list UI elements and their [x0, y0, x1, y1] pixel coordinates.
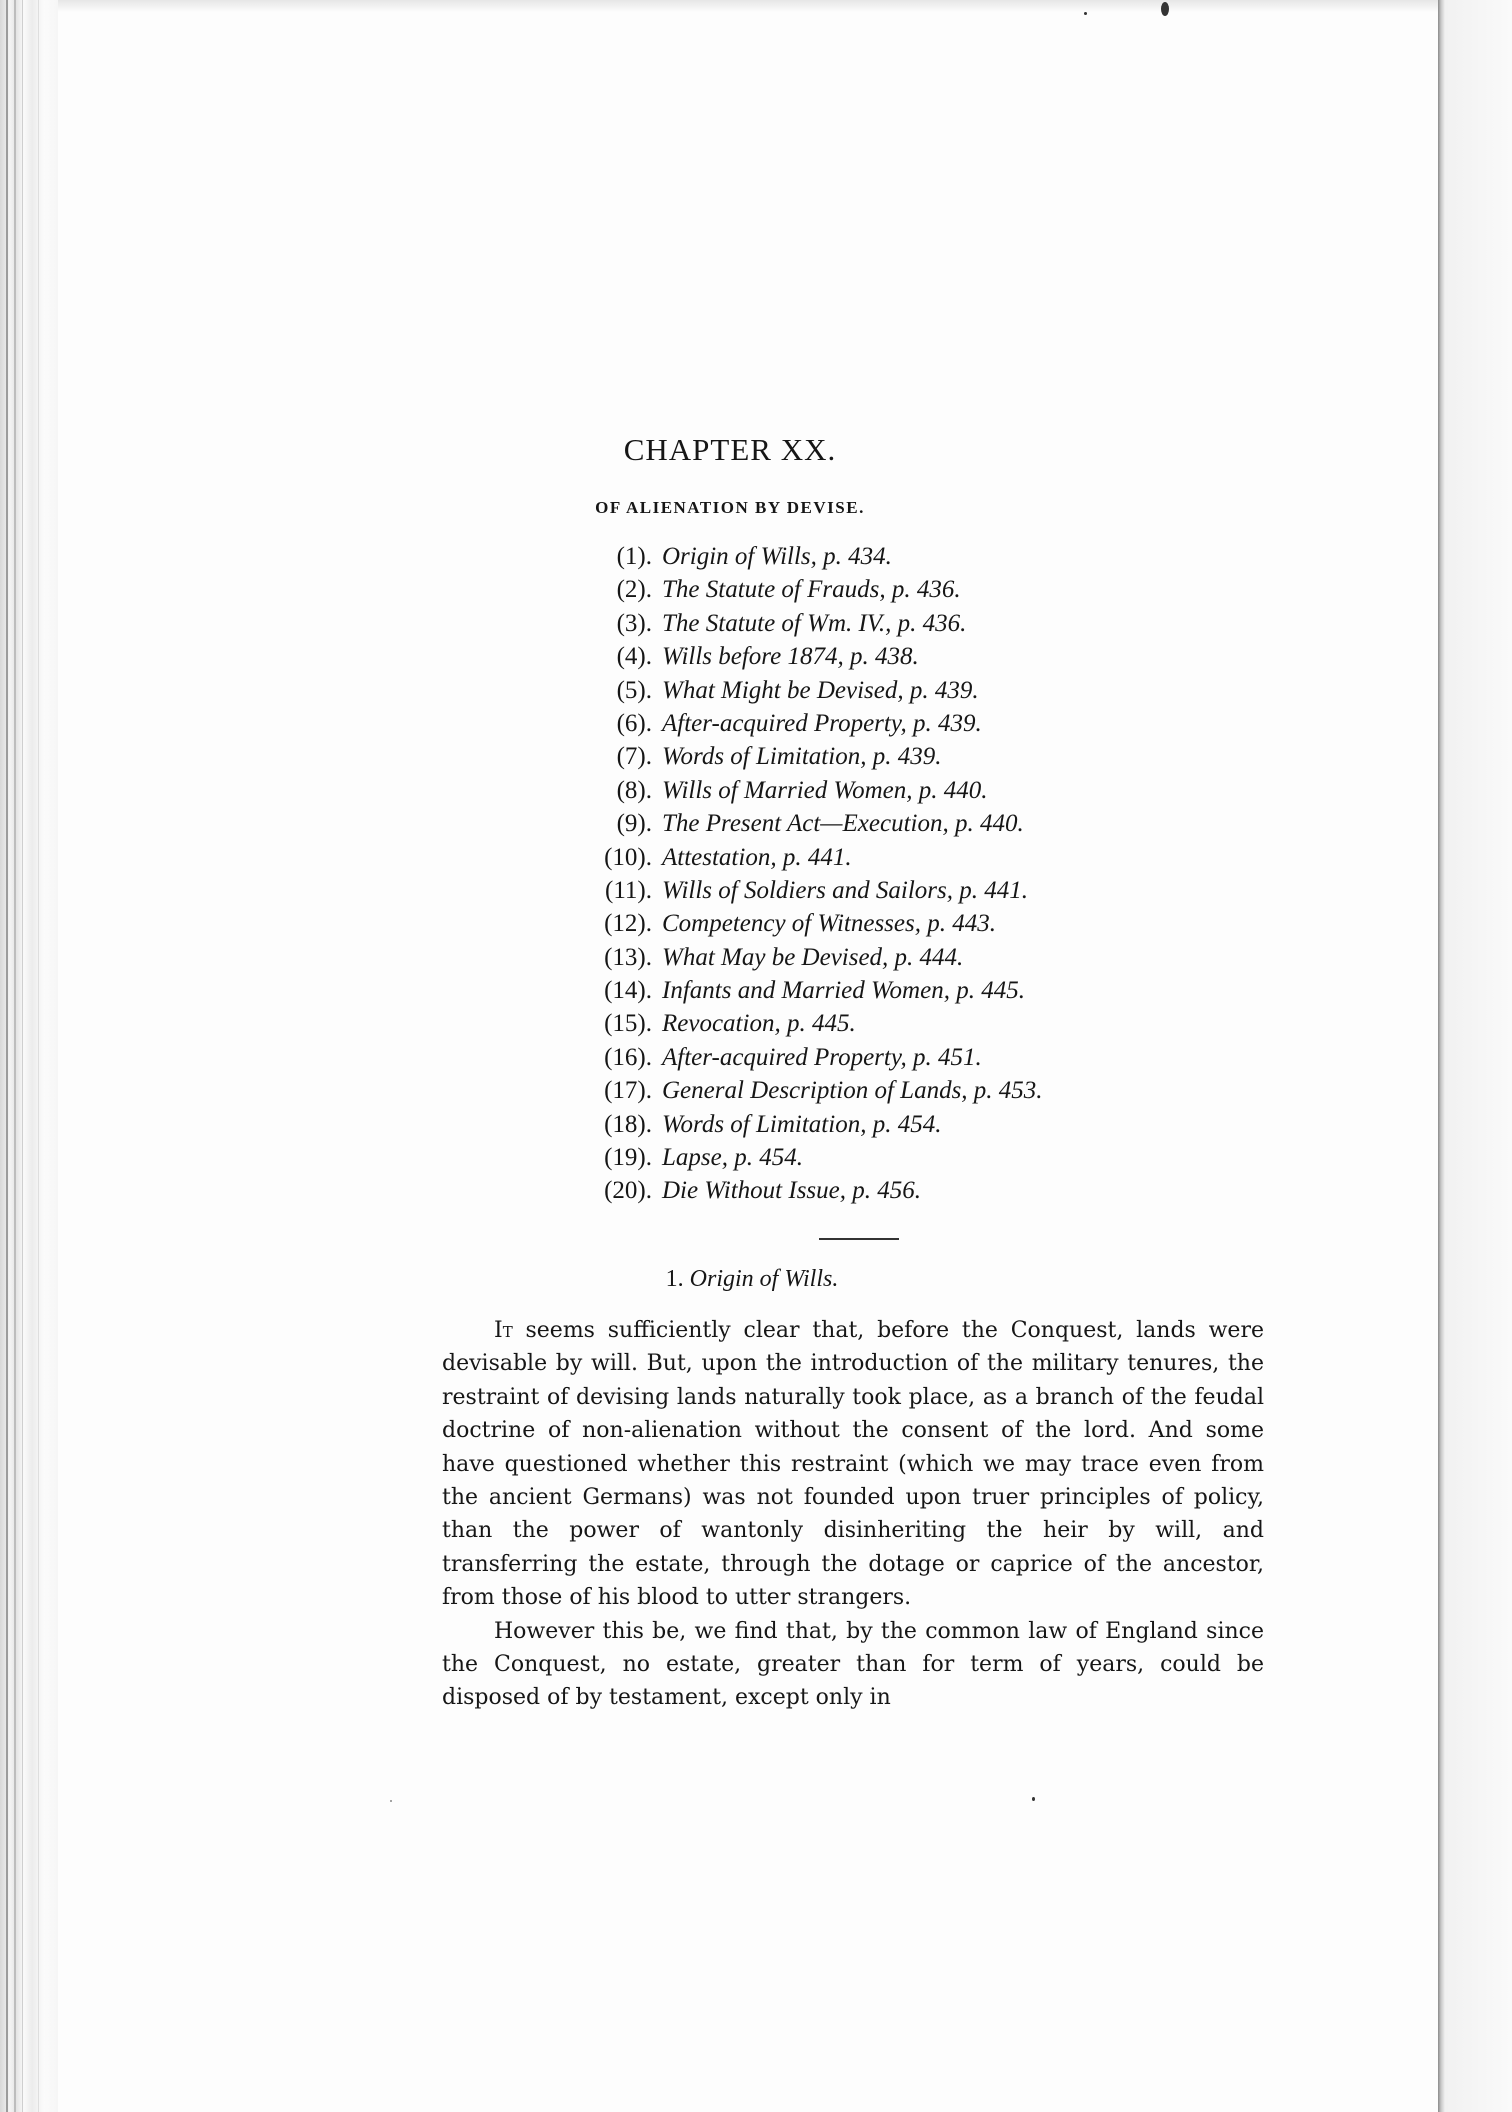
contents-item	[584, 740, 1344, 773]
contents-item	[584, 874, 1344, 907]
contents-item-text: Lapse, p. 454.	[662, 1144, 803, 1172]
contents-item-number: (13).	[604, 943, 652, 971]
contents-item-text: After-acquired Property, p. 439.	[662, 709, 982, 737]
contents-item-number: (20).	[604, 1177, 652, 1205]
contents-item-number: (1).	[616, 543, 652, 570]
contents-item-text: Infants and Married Women, p. 445.	[662, 977, 1025, 1005]
contents-item-number: (11).	[605, 876, 652, 904]
paragraph-text: seems sufficiently clear that, before the Conquest, lands were devisable by will. But, upon the introduction of the military tenures, the restraint of devising lands naturally took place, as a branch of the feudal doctrine of non-alienation without the consent of the lord. And some have questioned whether this restraint (which we may trace even from the ancient Germans) was not founded upon truer principles of policy, than the power of wantonly disinheriting the heir by will, and transferring the estate, through the dotage or caprice of the ancestor, from those of his blood to utter strangers.	[442, 1318, 1264, 1611]
scan-speck	[1084, 12, 1087, 15]
contents-item	[584, 640, 1344, 673]
section-divider	[819, 1238, 899, 1240]
contents-item-text: The Present Act—Execution, p. 440.	[662, 810, 1024, 838]
chapter-subtitle: OF ALIENATION BY DEVISE.	[595, 498, 865, 517]
contents-item-number: (17).	[604, 1077, 652, 1105]
contents-item-number: (2).	[616, 576, 652, 604]
contents-item-text: What May be Devised, p. 444.	[662, 943, 964, 971]
contents-item	[584, 607, 1344, 640]
contents-item	[584, 1174, 1344, 1207]
contents-item-number: (16).	[604, 1043, 652, 1071]
contents-item	[584, 1074, 1344, 1107]
contents-item-number: (12).	[604, 910, 652, 938]
contents-item-text: Revocation, p. 445.	[662, 1010, 856, 1038]
body-paragraph	[442, 1615, 1264, 1715]
contents-item	[584, 807, 1344, 840]
section-heading	[0, 1266, 1504, 1293]
contents-item-text: Wills before 1874, p. 438.	[662, 643, 919, 671]
left-edge-line	[38, 0, 39, 2112]
page-right-edge	[1438, 0, 1512, 2112]
contents-item	[584, 841, 1344, 874]
contents-item-text: The Statute of Frauds, p. 436.	[662, 576, 961, 604]
left-edge-line	[6, 0, 8, 2112]
contents-item-number: (14).	[604, 977, 652, 1005]
contents-item	[584, 707, 1344, 740]
contents-item-number: (9).	[616, 810, 652, 838]
left-edge-line	[22, 0, 23, 2112]
contents-item-text: Die Without Issue, p. 456.	[662, 1177, 922, 1205]
contents-item-text: The Statute of Wm. IV., p. 436.	[662, 609, 967, 637]
contents-item-number: (19).	[604, 1144, 652, 1172]
contents-item-number: (8).	[616, 776, 652, 804]
scan-top-shadow	[0, 0, 1512, 12]
section-title: Origin of Wills.	[689, 1266, 839, 1292]
page-left-edge	[0, 0, 58, 2112]
paragraph-text: However this be, we find that, by the common law of England since the Conquest, no estate, greater than for term of years, could be disposed of by testament, except only in	[442, 1618, 1264, 1711]
body-text	[442, 1314, 1264, 1715]
contents-item	[584, 573, 1344, 606]
contents-item-number: (4).	[616, 643, 652, 671]
contents-item-text: Origin of Wills, p. 434.	[662, 543, 892, 570]
chapter-title: CHAPTER XX.	[623, 432, 837, 467]
contents-item	[584, 674, 1344, 707]
scan-speck	[1032, 1797, 1035, 1801]
contents-item	[584, 1141, 1344, 1174]
contents-item-number: (3).	[616, 609, 652, 637]
contents-item-text: What Might be Devised, p. 439.	[662, 676, 979, 704]
scan-speck	[390, 1800, 392, 1802]
left-edge-line	[14, 0, 16, 2112]
contents-item-number: (10).	[604, 843, 652, 871]
contents-item-text: After-acquired Property, p. 451.	[662, 1043, 982, 1071]
contents-item-text: Words of Limitation, p. 454.	[662, 1110, 942, 1138]
contents-item-text: Competency of Witnesses, p. 443.	[662, 910, 996, 938]
contents-item-text: Wills of Married Women, p. 440.	[662, 776, 988, 804]
contents-item-text: Words of Limitation, p. 439.	[662, 743, 942, 771]
contents-item	[584, 941, 1344, 974]
scan-speck	[1161, 2, 1169, 16]
contents-item	[584, 1108, 1344, 1141]
contents-item-number: (6).	[616, 709, 652, 737]
contents-item-number: (7).	[616, 743, 652, 771]
contents-item-number: (5).	[616, 676, 652, 704]
section-number: 1.	[665, 1266, 684, 1292]
contents-item-text: Wills of Soldiers and Sailors, p. 441.	[662, 876, 1029, 904]
contents-item	[584, 774, 1344, 807]
contents-item	[584, 1007, 1344, 1040]
contents-item-number: (18).	[604, 1110, 652, 1138]
body-paragraph	[442, 1314, 1264, 1615]
contents-item	[584, 974, 1344, 1007]
contents-item-text: Attestation, p. 441.	[662, 843, 852, 871]
contents-item	[584, 907, 1344, 940]
chapter-contents-list	[584, 540, 1344, 1208]
contents-item	[584, 540, 1344, 573]
contents-item-number: (15).	[604, 1010, 652, 1038]
paragraph-lead-word: It	[494, 1318, 513, 1343]
contents-item	[584, 1041, 1344, 1074]
contents-item-text: General Description of Lands, p. 453.	[662, 1077, 1043, 1105]
